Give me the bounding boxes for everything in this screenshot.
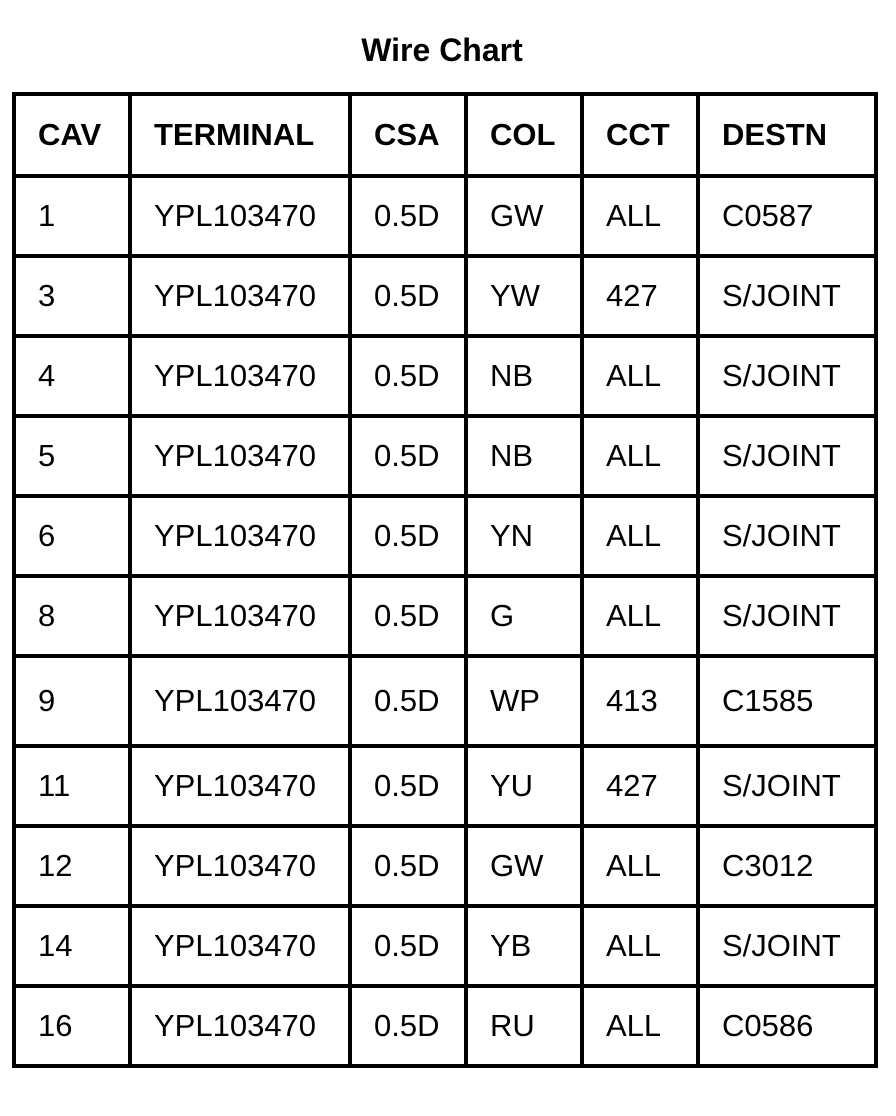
cell-terminal: YPL103470 [130, 826, 350, 906]
cell-terminal: YPL103470 [130, 656, 350, 746]
cell-csa: 0.5D [350, 986, 466, 1066]
cell-cct: ALL [582, 906, 698, 986]
cell-destn: S/JOINT [698, 496, 876, 576]
cell-csa: 0.5D [350, 496, 466, 576]
cell-col: YU [466, 746, 582, 826]
table-row [14, 336, 876, 416]
cell-terminal: YPL103470 [130, 416, 350, 496]
cell-col: YB [466, 906, 582, 986]
cell-destn: C0587 [698, 176, 876, 256]
cell-cav: 5 [14, 416, 130, 496]
cell-cav: 16 [14, 986, 130, 1066]
table-row [14, 746, 876, 826]
cell-csa: 0.5D [350, 416, 466, 496]
cell-csa: 0.5D [350, 576, 466, 656]
cell-col: NB [466, 416, 582, 496]
cell-cav: 9 [14, 656, 130, 746]
cell-cct: ALL [582, 176, 698, 256]
column-header-col: COL [466, 94, 582, 176]
cell-cct: ALL [582, 986, 698, 1066]
table-row [14, 986, 876, 1066]
cell-col: GW [466, 176, 582, 256]
cell-terminal: YPL103470 [130, 496, 350, 576]
cell-cav: 8 [14, 576, 130, 656]
table-header-row [14, 94, 876, 176]
table-row [14, 576, 876, 656]
cell-terminal: YPL103470 [130, 336, 350, 416]
cell-destn: S/JOINT [698, 256, 876, 336]
cell-destn: S/JOINT [698, 336, 876, 416]
cell-cav: 4 [14, 336, 130, 416]
cell-csa: 0.5D [350, 336, 466, 416]
cell-col: YW [466, 256, 582, 336]
cell-csa: 0.5D [350, 656, 466, 746]
cell-terminal: YPL103470 [130, 576, 350, 656]
column-header-cct: CCT [582, 94, 698, 176]
cell-col: YN [466, 496, 582, 576]
cell-cav: 3 [14, 256, 130, 336]
cell-cct: ALL [582, 336, 698, 416]
column-header-cav: CAV [14, 94, 130, 176]
cell-csa: 0.5D [350, 256, 466, 336]
cell-col: GW [466, 826, 582, 906]
cell-col: NB [466, 336, 582, 416]
cell-cct: 427 [582, 256, 698, 336]
cell-cct: ALL [582, 496, 698, 576]
cell-cct: ALL [582, 416, 698, 496]
cell-cct: ALL [582, 576, 698, 656]
cell-csa: 0.5D [350, 906, 466, 986]
table-row [14, 496, 876, 576]
cell-cav: 14 [14, 906, 130, 986]
cell-col: RU [466, 986, 582, 1066]
cell-csa: 0.5D [350, 176, 466, 256]
cell-csa: 0.5D [350, 826, 466, 906]
cell-cav: 1 [14, 176, 130, 256]
cell-col: G [466, 576, 582, 656]
cell-terminal: YPL103470 [130, 906, 350, 986]
column-header-terminal: TERMINAL [130, 94, 350, 176]
column-header-csa: CSA [350, 94, 466, 176]
table-row [14, 906, 876, 986]
column-header-destn: DESTN [698, 94, 876, 176]
cell-destn: C1585 [698, 656, 876, 746]
table-row [14, 256, 876, 336]
table-row [14, 176, 876, 256]
cell-terminal: YPL103470 [130, 176, 350, 256]
table-row [14, 656, 876, 746]
cell-destn: C3012 [698, 826, 876, 906]
cell-col: WP [466, 656, 582, 746]
cell-destn: C0586 [698, 986, 876, 1066]
cell-cav: 6 [14, 496, 130, 576]
cell-destn: S/JOINT [698, 576, 876, 656]
cell-cct: ALL [582, 826, 698, 906]
cell-csa: 0.5D [350, 746, 466, 826]
cell-destn: S/JOINT [698, 746, 876, 826]
cell-terminal: YPL103470 [130, 256, 350, 336]
wire-chart-table [12, 92, 878, 1068]
table-row [14, 826, 876, 906]
cell-cav: 12 [14, 826, 130, 906]
cell-terminal: YPL103470 [130, 986, 350, 1066]
page-title: Wire Chart [361, 32, 523, 68]
cell-cav: 11 [14, 746, 130, 826]
cell-cct: 413 [582, 656, 698, 746]
cell-cct: 427 [582, 746, 698, 826]
cell-terminal: YPL103470 [130, 746, 350, 826]
cell-destn: S/JOINT [698, 416, 876, 496]
cell-destn: S/JOINT [698, 906, 876, 986]
table-row [14, 416, 876, 496]
